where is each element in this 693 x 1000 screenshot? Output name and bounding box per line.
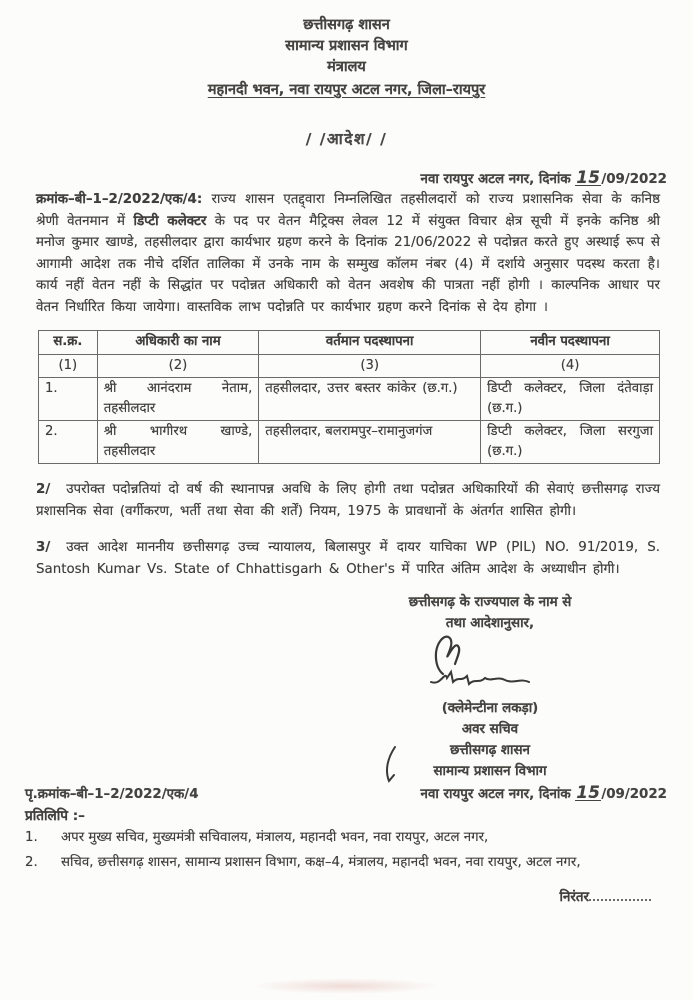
signature-area bbox=[325, 634, 655, 698]
list-item bbox=[25, 853, 653, 874]
letterhead-government: छत्तीसगढ़ शासन bbox=[303, 17, 390, 33]
endorsement-date-rest: /09/2022 bbox=[601, 787, 667, 802]
paragraph3-number: 3/ bbox=[36, 540, 51, 555]
signature-byorder-line: तथा आदेशानुसार, bbox=[445, 616, 535, 631]
endorsement-place-date-prefix: नवा रायपुर अटल नगर, दिनांक bbox=[420, 787, 576, 802]
pen-stroke-icon bbox=[381, 745, 399, 785]
posting-table-number-row bbox=[39, 354, 660, 378]
signature-authority-line: छत्तीसगढ़ के राज्यपाल के नाम से bbox=[408, 595, 572, 610]
continued-line bbox=[0, 887, 651, 905]
row2-new-posting: डिप्टी कलेक्टर, जिला सरगुजा (छ.ग.) bbox=[481, 421, 660, 464]
endorsement-place-date bbox=[421, 784, 667, 802]
copy-item1-number: 1. bbox=[25, 830, 38, 845]
row1-new-posting: डिप्टी कलेक्टर, जिला दंतेवाड़ा (छ.ग.) bbox=[481, 378, 660, 421]
column-number-1: (1) bbox=[39, 354, 98, 378]
paragraph1-text-a: राज्य शासन एतद्द्वारा निम्नलिखित तहसीलदारों को राज्य प्रशासनिक सेवा के कनिष्ठ श्रेणी वेतनमान में bbox=[36, 192, 660, 229]
order-body-paragraph-2 bbox=[36, 479, 660, 522]
row1-current-posting: तहसीलदार, उत्तर बस्तर कांकेर (छ.ग.) bbox=[259, 378, 481, 421]
signature-scrawl-icon bbox=[421, 630, 551, 696]
column-number-4: (4) bbox=[481, 354, 660, 378]
signatory-department-line bbox=[325, 761, 655, 782]
endorsement-date-day-handwritten: 15 bbox=[576, 783, 601, 802]
scan-smudge-artifact bbox=[250, 978, 440, 994]
copy-item1-text: अपर मुख्य सचिव, मुख्यमंत्री सचिवालय, मंत्रालय, महानदी भवन, नवा रायपुर, अटल नगर, bbox=[61, 830, 489, 845]
header-current-posting: वर्तमान पदस्थापना bbox=[259, 331, 481, 355]
row2-serial: 2. bbox=[39, 421, 98, 464]
posting-table bbox=[38, 330, 660, 464]
order-place-date-prefix: नवा रायपुर अटल नगर, दिनांक bbox=[420, 172, 576, 187]
order-body-paragraph-1 bbox=[36, 189, 660, 318]
copy-item2-number: 2. bbox=[25, 854, 38, 870]
continued-label: निरंतर bbox=[559, 890, 589, 905]
continued-blank-line bbox=[589, 887, 651, 901]
signatory-department: सामान्य प्रशासन विभाग bbox=[433, 764, 547, 779]
signatory-government: छत्तीसगढ़ शासन bbox=[450, 743, 530, 758]
list-item bbox=[25, 828, 653, 849]
letterhead-address: महानदी भवन, नवा रायपुर अटल नगर, जिला–रायपुर bbox=[207, 82, 486, 98]
paragraph2-number: 2/ bbox=[36, 482, 51, 497]
header-new-posting: नवीन पदस्थापना bbox=[481, 331, 660, 355]
paragraph1-text-b: के पद पर वेतन मैट्रिक्स लेवल 12 में संयुक्त विचार क्षेत्र सूची में इनके कनिष्ठ श्री मनोज कुमार खाण्डे, तहसीलदार द्वारा कार्यभार ग्रहण करने के दिनांक 21/06/2022 से पदोन्नत करते हुए अस्थाई रूप से आगामी आदेश तक नीचे दर्शित तालिका में उनके नाम के सम्मुख कॉलम नंबर (4) में दर्शाये अनुसार पदस्थ करता है। कार्य नहीं वेतन नहीं के सिद्धांत पर पदोन्नत अधिकारी को वेतन अवशेष की पात्रता नहीं होगी । काल्पनिक आधार पर वेतन निर्धारित किया जायेगा। वास्तविक लाभ पदोन्नति पर कार्यभार ग्रहण करने दिनांक से देय होगा । bbox=[36, 213, 660, 315]
row1-serial: 1. bbox=[39, 378, 98, 421]
signatory-title: अवर सचिव bbox=[461, 722, 519, 737]
order-title: / /आदेश/ / bbox=[305, 130, 388, 148]
order-body-paragraph-3 bbox=[36, 537, 660, 580]
order-date-rest: /09/2022 bbox=[601, 172, 667, 187]
table-row bbox=[39, 421, 660, 464]
copy-to-label: प्रतिलिपि :– bbox=[25, 808, 85, 824]
order-place-date bbox=[0, 169, 667, 187]
column-number-2: (2) bbox=[97, 354, 259, 378]
copy-item2-text: सचिव, छत्तीसगढ़ शासन, सामान्य प्रशासन विभाग, कक्ष–4, मंत्रालय, महानदी भवन, नवा रायपुर, अटल नगर, bbox=[61, 854, 581, 870]
signature-block bbox=[325, 592, 655, 782]
table-row bbox=[39, 378, 660, 421]
endorsement-reference: पृ.क्रमांक–बी–1–2/2022/एक/4 bbox=[25, 787, 199, 802]
letterhead-department: सामान्य प्रशासन विभाग bbox=[285, 38, 408, 54]
order-reference-number: क्रमांक–बी–1–2/2022/एक/4: bbox=[36, 192, 203, 207]
row1-officer-name: श्री आनंदराम नेताम, तहसीलदार bbox=[97, 378, 259, 421]
letterhead-ministry: मंत्रालय bbox=[327, 59, 366, 75]
paragraph1-bold-designation: डिप्टी कलेक्टर bbox=[133, 213, 207, 229]
header-serial: स.क्र. bbox=[39, 331, 98, 355]
signatory-name: (क्लेमेन्टीना लकड़ा) bbox=[441, 701, 539, 716]
posting-table-header-row bbox=[39, 331, 660, 355]
paragraph3-text: उक्त आदेश माननीय छत्तीसगढ़ उच्च न्यायालय, बिलासपुर में दायर याचिका WP (PIL) NO. 91/2019, S. Santosh Kumar Vs. State of Chhattisgarh & Other's में पारित अंतिम आदेश के अध्याधीन होगी। bbox=[36, 540, 660, 577]
header-officer-name: अधिकारी का नाम bbox=[97, 331, 259, 355]
order-date-day-handwritten: 15 bbox=[576, 168, 601, 187]
column-number-3: (3) bbox=[259, 354, 481, 378]
row2-current-posting: तहसीलदार, बलरामपुर–रामानुजगंज bbox=[259, 421, 481, 464]
row2-officer-name: श्री भागीरथ खाण्डे, तहसीलदार bbox=[97, 421, 259, 464]
paragraph2-text: उपरोक्त पदोन्नतियां दो वर्ष की स्थानापन्न अवधि के लिए होगी तथा पदोन्नत अधिकारियों की सेवाएं छत्तीसगढ़ राज्य प्रशासनिक सेवा (वर्गीकरण, भर्ती तथा सेवा की शर्तें) नियम, 1975 के प्रावधानों के अंतर्गत शासित होगी। bbox=[36, 482, 660, 519]
endorsement-row bbox=[25, 784, 667, 802]
